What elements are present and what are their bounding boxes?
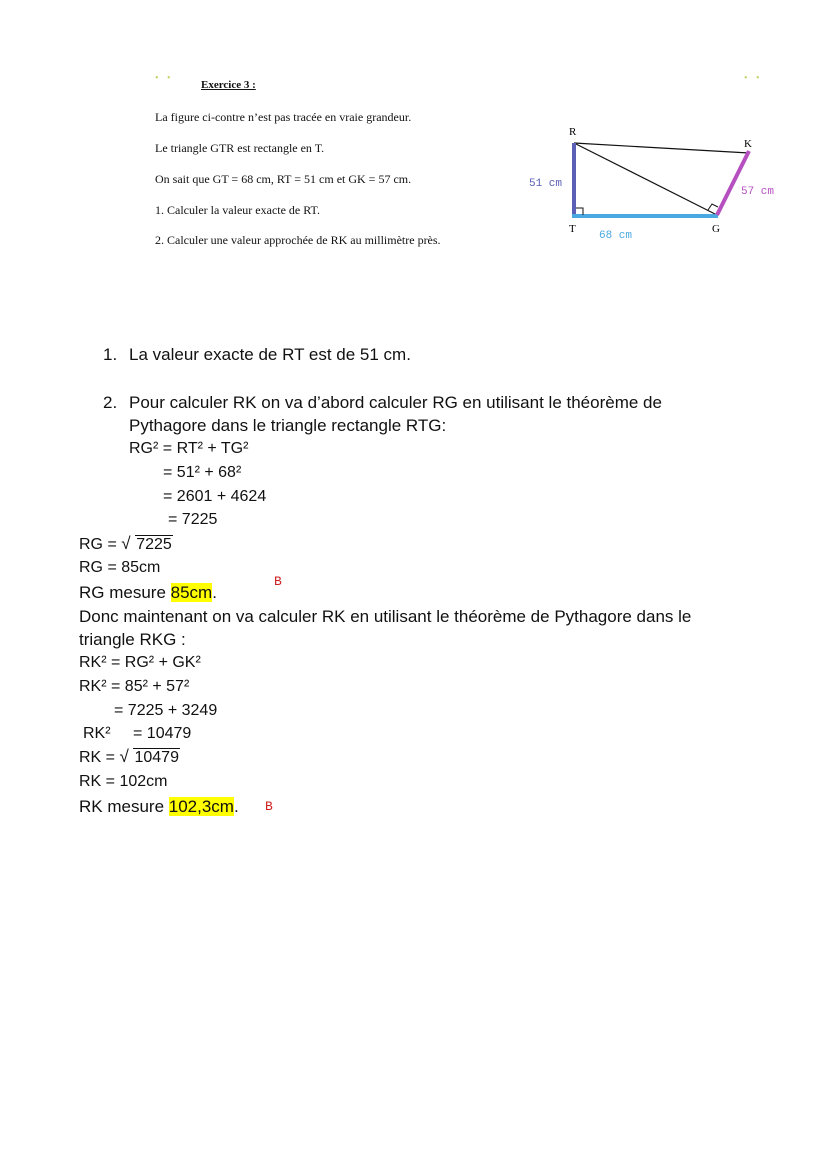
rk-equation-4-right: = 10479 bbox=[133, 725, 192, 742]
length-label-gk: 57 cm bbox=[741, 186, 775, 198]
statement-line-2: Le triangle GTR est rectangle en T. bbox=[155, 141, 325, 155]
length-label-rt: 51 cm bbox=[529, 178, 563, 190]
radical-sign-icon: √ bbox=[119, 747, 129, 766]
point-label-t: T bbox=[569, 223, 576, 235]
rg-measure-prefix: RG mesure bbox=[79, 583, 171, 602]
rg-measure bbox=[79, 583, 217, 603]
decor-dots-left: • • bbox=[155, 73, 174, 84]
right-angle-mark-t bbox=[576, 208, 583, 215]
rk-measure-suffix: . bbox=[233, 797, 239, 816]
grade-mark-1: B bbox=[274, 574, 282, 589]
right-angle-mark-g bbox=[708, 204, 718, 210]
rg-measure-suffix: . bbox=[212, 583, 217, 602]
segment-rg bbox=[574, 143, 717, 215]
point-label-g: G bbox=[712, 223, 720, 235]
rg-equation-2: = 51² + 68² bbox=[163, 464, 242, 481]
rk-sqrt-prefix: RK = bbox=[79, 749, 120, 766]
rk-equation-4-left: RK² bbox=[83, 725, 111, 742]
rk-equation-2: RK² = 85² + 57² bbox=[79, 678, 190, 695]
triangle-figure bbox=[520, 120, 800, 250]
point-label-k: K bbox=[744, 138, 752, 150]
exercise-title: Exercice 3 : bbox=[201, 79, 256, 91]
rk-measure bbox=[79, 797, 239, 817]
square-root-rk bbox=[119, 749, 180, 767]
rg-result: RG = 85cm bbox=[79, 559, 161, 576]
rk-intro-line-1: Donc maintenant on va calculer RK en utilisant le théorème de Pythagore dans le bbox=[79, 607, 692, 626]
answer-2-number: 2. bbox=[103, 393, 118, 412]
segment-rk bbox=[574, 143, 749, 153]
point-label-r: R bbox=[569, 126, 577, 138]
rk-measure-prefix: RK mesure bbox=[79, 797, 169, 816]
length-label-tg: 68 cm bbox=[599, 230, 633, 242]
rg-equation-3: = 2601 + 4624 bbox=[163, 488, 267, 505]
rg-measure-highlight: 85cm bbox=[170, 583, 213, 602]
statement-line-3: On sait que GT = 68 cm, RT = 51 cm et GK = 57 cm. bbox=[155, 172, 412, 186]
rg-equation-4: = 7225 bbox=[168, 511, 218, 528]
radical-sign-icon: √ bbox=[121, 534, 131, 553]
rk-measure-highlight: 102,3cm bbox=[168, 797, 234, 816]
decor-dots-right: • • bbox=[744, 73, 763, 84]
answer-1-text: La valeur exacte de RT est de 51 cm. bbox=[129, 345, 411, 364]
rg-sqrt-value: 7225 bbox=[136, 536, 172, 553]
rk-sqrt-line bbox=[79, 749, 180, 767]
rk-sqrt-value: 10479 bbox=[134, 749, 179, 766]
question-2: 2. Calculer une valeur approchée de RK au millimètre près. bbox=[155, 233, 441, 247]
answer-2-text-line-1: Pour calculer RK on va d’abord calculer RG en utilisant le théorème de bbox=[129, 393, 662, 412]
grade-mark-2: B bbox=[265, 799, 273, 814]
rk-result: RK = 102cm bbox=[79, 773, 168, 790]
rg-sqrt-line bbox=[79, 536, 173, 554]
rg-equation-1: RG² = RT² + TG² bbox=[129, 440, 249, 457]
square-root-rg bbox=[121, 536, 173, 554]
rg-sqrt-prefix: RG = bbox=[79, 536, 122, 553]
statement-line-1: La figure ci-contre n’est pas tracée en vraie grandeur. bbox=[155, 110, 412, 124]
segment-gk bbox=[717, 151, 749, 215]
rk-equation-1: RK² = RG² + GK² bbox=[79, 654, 201, 671]
answer-2-text-line-2: Pythagore dans le triangle rectangle RTG: bbox=[129, 416, 447, 435]
question-1: 1. Calculer la valeur exacte de RT. bbox=[155, 203, 320, 217]
answer-1-number: 1. bbox=[103, 345, 118, 364]
rk-equation-3: = 7225 + 3249 bbox=[114, 702, 218, 719]
rk-intro-line-2: triangle RKG : bbox=[79, 630, 186, 649]
